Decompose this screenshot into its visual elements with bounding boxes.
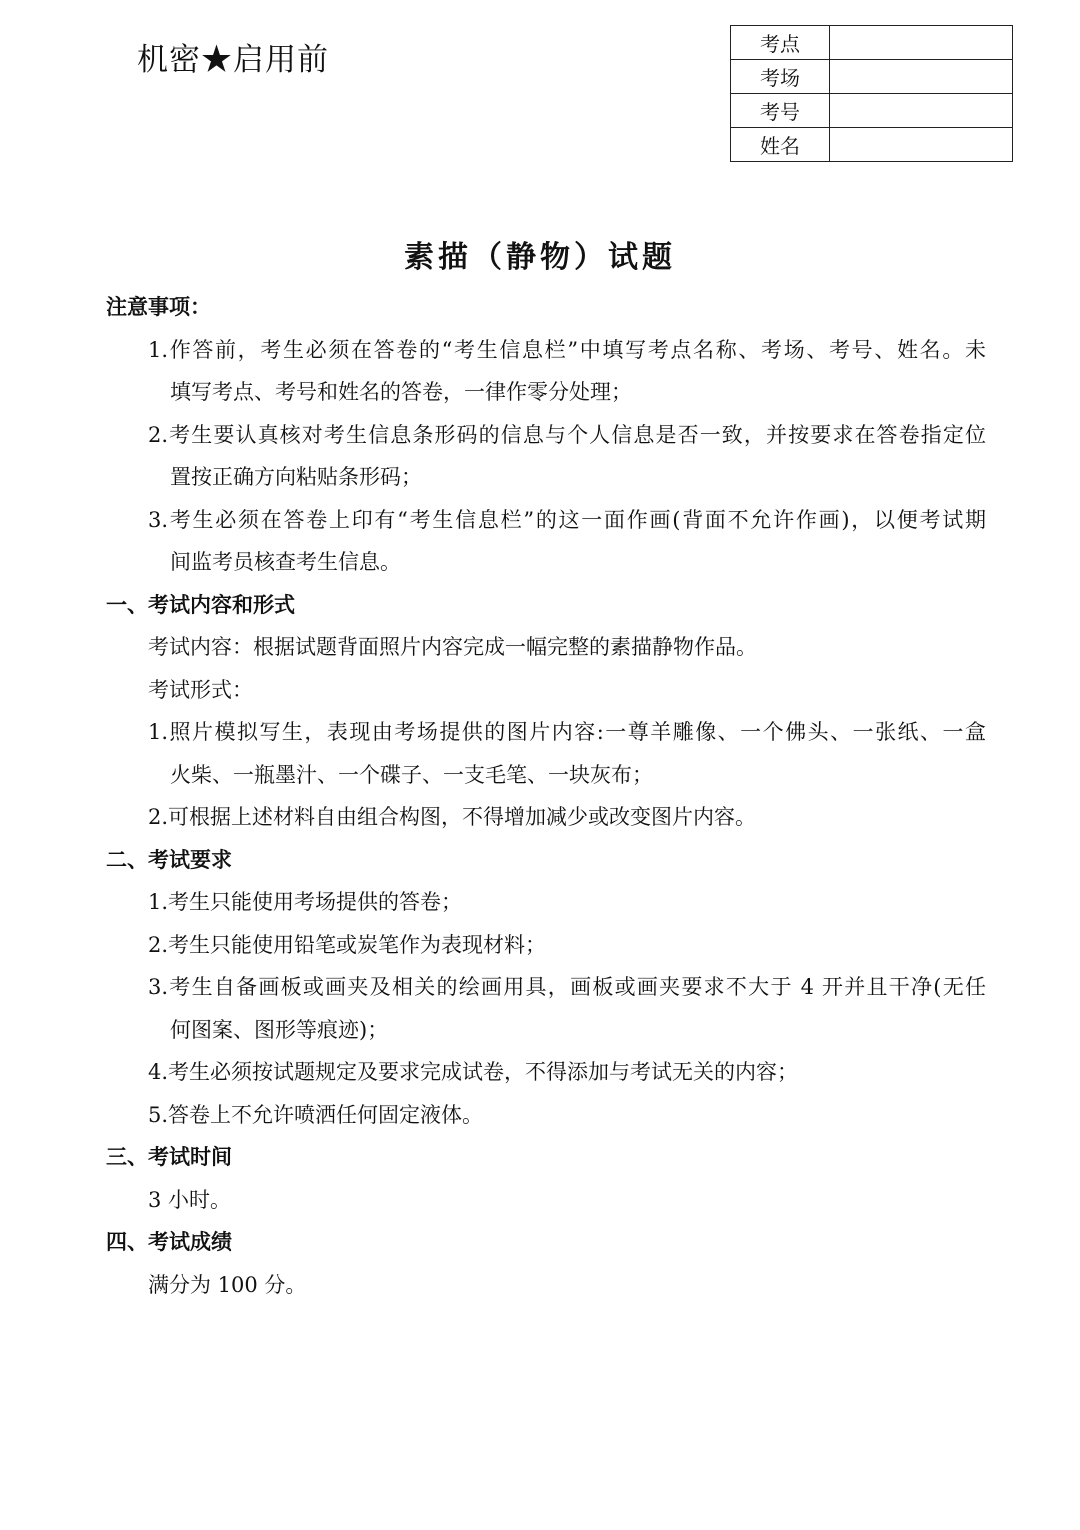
- table-row: [731, 60, 1013, 94]
- notes-item-3-line-1: 3.考生必须在答卷上印有“考生信息栏”的这一面作画(背面不允许作画)，以便考试期: [148, 507, 986, 532]
- notes-item-3-line-2: 间监考员核查考生信息。: [170, 550, 401, 574]
- exam-number-value: [830, 94, 1013, 128]
- table-row: [731, 94, 1013, 128]
- exam-number-label: 考号: [731, 94, 830, 128]
- table-row: [731, 128, 1013, 162]
- section-2-item-4: 4.考生必须按试题规定及要求完成试卷，不得添加与考试无关的内容；: [148, 1060, 799, 1084]
- notes-item-2-line-2: 置按正确方向粘贴条形码；: [170, 465, 422, 489]
- section-2-item-3-line-1: 3.考生自备画板或画夹及相关的绘画用具，画板或画夹要求不大于 4 开并且干净(无任: [148, 975, 986, 999]
- section-1-item-2: 2.可根据上述材料自由组合构图，不得增加减少或改变图片内容。: [148, 805, 757, 829]
- notes-item-2-line-1: 2.考生要认真核对考生信息条形码的信息与个人信息是否一致，并按要求在答卷指定位: [148, 422, 986, 447]
- page-title: 素描（静物）试题: [404, 240, 676, 275]
- section-1-item-1-line-1: 1.照片模拟写生，表现由考场提供的图片内容:一尊羊雕像、一个佛头、一张纸、一盒: [148, 720, 986, 744]
- notes-item-1-line-2: 填写考点、考号和姓名的答卷，一律作零分处理；: [170, 380, 632, 404]
- section-1-form-label: 考试形式：: [148, 677, 253, 702]
- section-3-text: 3 小时。: [148, 1187, 232, 1212]
- section-4-text: 满分为 100 分。: [148, 1272, 307, 1297]
- exam-instructions: [106, 286, 986, 1306]
- exam-room-label: 考场: [731, 60, 830, 94]
- section-2-item-1: 1.考生只能使用考场提供的答卷；: [148, 890, 463, 914]
- section-2-item-3-line-2: 何图案、图形等痕迹)；: [170, 1017, 389, 1042]
- confidential-label: 机密★启用前: [137, 42, 329, 78]
- name-value: [830, 128, 1013, 162]
- section-1-item-1-line-2: 火柴、一瓶墨汁、一个碟子、一支毛笔、一块灰布；: [170, 762, 653, 787]
- section-2-item-5: 5.答卷上不允许喷洒任何固定液体。: [148, 1102, 484, 1127]
- exam-site-label: 考点: [731, 26, 830, 60]
- section-1-heading: 一、考试内容和形式: [106, 591, 295, 617]
- section-3-heading: 三、考试时间: [106, 1144, 232, 1169]
- section-4-heading: 四、考试成绩: [106, 1229, 232, 1254]
- exam-site-value: [830, 26, 1013, 60]
- exam-info-table: [730, 25, 1013, 162]
- notes-heading: 注意事项：: [106, 294, 211, 319]
- notes-item-1-line-1: 1.作答前，考生必须在答卷的“考生信息栏”中填写考点名称、考场、考号、姓名。未: [148, 337, 986, 362]
- section-1-content: 考试内容：根据试题背面照片内容完成一幅完整的素描静物作品。: [148, 635, 757, 659]
- section-2-item-2: 2.考生只能使用铅笔或炭笔作为表现材料；: [148, 932, 547, 957]
- section-2-heading: 二、考试要求: [106, 846, 232, 872]
- name-label: 姓名: [731, 128, 830, 162]
- table-row: [731, 26, 1013, 60]
- exam-room-value: [830, 60, 1013, 94]
